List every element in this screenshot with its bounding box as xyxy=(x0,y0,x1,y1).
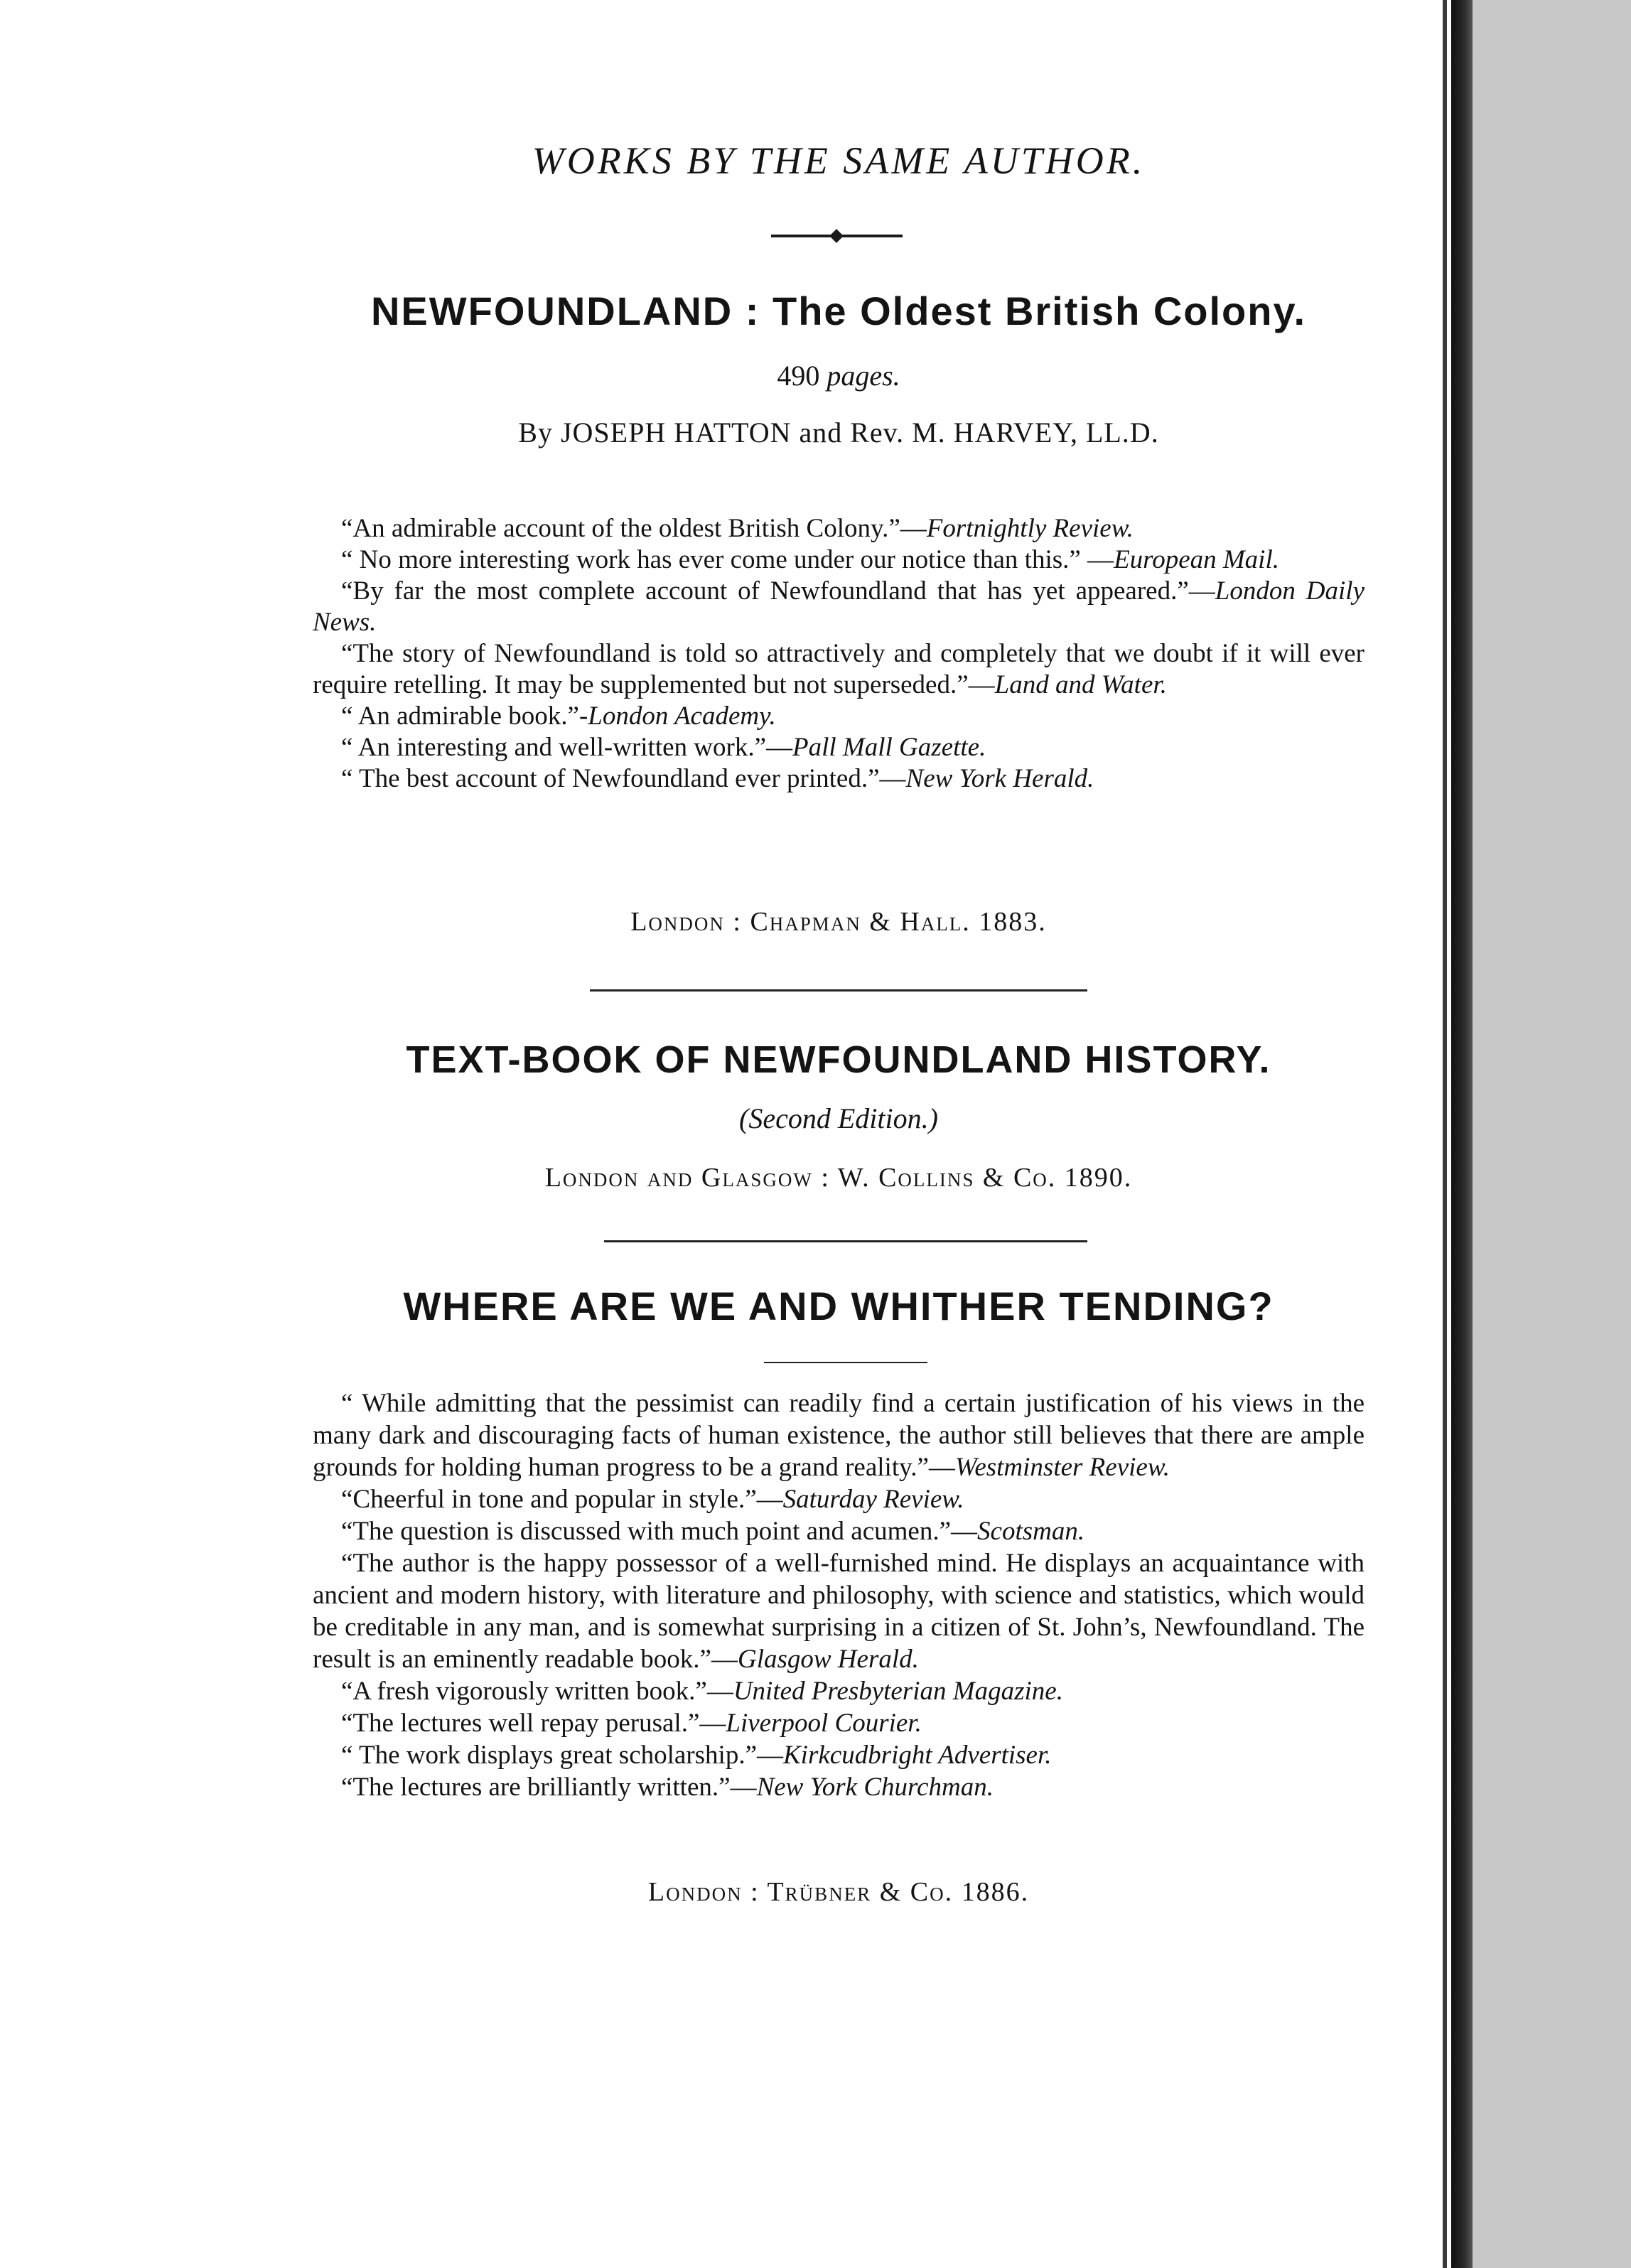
review-quote: “Cheerful in tone and popular in style.”— xyxy=(341,1485,783,1514)
review-source: New York Churchman. xyxy=(756,1773,994,1802)
book3-title: WHERE ARE WE AND WHITHER TENDING? xyxy=(403,1284,1274,1328)
book1-review xyxy=(313,638,1364,701)
title-underline xyxy=(764,1362,927,1363)
book1-review xyxy=(313,701,1364,732)
review-quote: “By far the most complete account of Newfoundland that has yet appeared.”— xyxy=(341,576,1215,606)
book2-title: TEXT-BOOK OF NEWFOUNDLAND HISTORY. xyxy=(406,1038,1271,1081)
review-source: Land and Water. xyxy=(994,670,1167,699)
section-divider xyxy=(604,1240,1087,1242)
review-source: Scotsman. xyxy=(977,1517,1085,1546)
review-quote: “The question is discussed with much point and acumen.”— xyxy=(341,1517,978,1546)
review-source: Pall Mall Gazette. xyxy=(792,733,986,762)
review-quote: “An admirable account of the oldest British Colony.”— xyxy=(341,514,927,543)
review-source: Glasgow Herald. xyxy=(737,1645,919,1674)
book3-review xyxy=(313,1483,1364,1515)
book3-review xyxy=(313,1547,1364,1675)
book3-review xyxy=(313,1739,1364,1771)
book1-review xyxy=(313,544,1364,576)
book2-publisher: London and Glasgow : W. Collins & Co. 1890. xyxy=(544,1163,1133,1193)
page-margin xyxy=(1473,0,1631,2268)
review-source: Liverpool Courier. xyxy=(726,1709,922,1738)
book1-review xyxy=(313,732,1364,763)
review-source: Kirkcudbright Advertiser. xyxy=(783,1741,1052,1770)
review-source: Fortnightly Review. xyxy=(926,514,1134,543)
book1-title: NEWFOUNDLAND : The Oldest British Colony. xyxy=(370,289,1307,333)
book3-publisher: London : Trübner & Co. 1886. xyxy=(647,1877,1030,1907)
review-source: New York Herald. xyxy=(905,764,1094,793)
book2-edition: (Second Edition.) xyxy=(739,1102,938,1134)
book3-reviews xyxy=(313,1387,1364,1803)
book1-review xyxy=(313,513,1364,544)
book3-review xyxy=(313,1675,1364,1707)
review-quote: “A fresh vigorously written book.”— xyxy=(341,1677,733,1706)
section-divider xyxy=(590,989,1087,991)
book3-review xyxy=(313,1771,1364,1803)
review-quote: “ An interesting and well-written work.”— xyxy=(341,733,792,762)
review-source: London Daily News. xyxy=(313,576,1364,637)
review-quote: “The story of Newfoundland is told so attractively and completely that we doubt if it will ever require retelling. It may be supplemented but not superseded.”— xyxy=(313,639,1364,699)
review-quote: “ An admirable book.”- xyxy=(341,702,588,731)
review-quote: “ While admitting that the pessimist can readily find a certain justification of his views in the many dark and discouraging facts of human existence, the author still believes that there are ample grounds for holding human progress to be a grand reality.”— xyxy=(313,1389,1364,1482)
book1-review xyxy=(313,763,1364,795)
review-source: Westminster Review. xyxy=(954,1453,1170,1482)
page-binding-shadow xyxy=(1451,0,1473,2268)
page-binding-line xyxy=(1443,0,1447,2268)
book1-review xyxy=(313,576,1364,638)
review-source: European Mail. xyxy=(1114,545,1279,574)
review-quote: “The lectures are brilliantly written.”— xyxy=(341,1773,757,1802)
book1-authors: By JOSEPH HATTON and Rev. M. HARVEY, LL.D. xyxy=(518,416,1159,448)
review-quote: “The lectures well repay perusal.”— xyxy=(341,1709,726,1738)
review-source: London Academy. xyxy=(588,702,776,731)
review-quote: “ No more interesting work has ever come under our notice than this.” — xyxy=(341,545,1114,574)
review-quote: “The author is the happy possessor of a well-furnished mind. He displays an acquaintance with ancient and modern history, with literature and philosophy, with science and statistics, which would be creditable in any man, and is somewhat surprising in a citizen of St. John’s, Newfoundland. The result is an eminently readable book.”— xyxy=(313,1549,1364,1674)
review-quote: “ The best account of Newfoundland ever printed.”— xyxy=(341,764,906,793)
book1-pages-number: 490 xyxy=(777,360,820,392)
book3-review xyxy=(313,1515,1364,1547)
page-header: WORKS BY THE SAME AUTHOR. xyxy=(532,139,1146,182)
review-source: United Presbyterian Magazine. xyxy=(733,1677,1063,1706)
book1-publisher: London : Chapman & Hall. 1883. xyxy=(630,907,1047,937)
header-ornament-diamond xyxy=(829,229,844,243)
review-source: Saturday Review. xyxy=(782,1485,964,1514)
book3-review xyxy=(313,1387,1364,1483)
book1-reviews xyxy=(313,513,1364,795)
book1-pages-word: pages. xyxy=(827,360,900,392)
review-quote: “ The work displays great scholarship.”— xyxy=(341,1741,783,1770)
book1-pages xyxy=(313,359,1364,392)
book3-review xyxy=(313,1707,1364,1739)
